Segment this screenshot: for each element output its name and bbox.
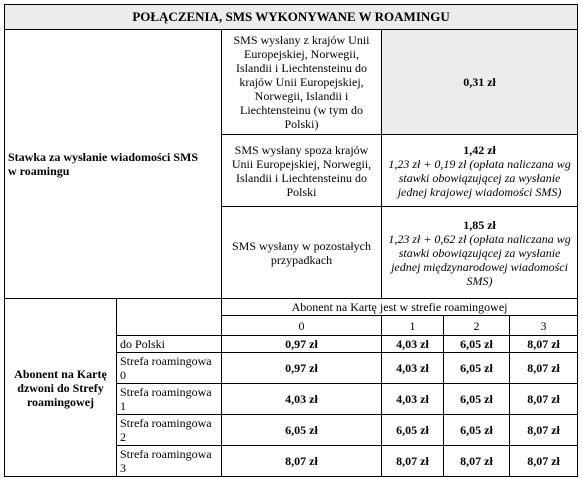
sms-price: 1,42 zł [463, 142, 496, 157]
sms-price-note: 1,23 zł + 0,19 zł (opłata naliczana wg stawki obowiązującej za wysłanie jednej krajowej wiadomości SMS) [388, 156, 571, 199]
price-cell: 8,07 zł [444, 446, 510, 477]
price-cell: 6,05 zł [382, 415, 444, 446]
sms-rate-label [5, 30, 222, 299]
price-cell: 6,05 zł [222, 415, 382, 446]
sms-price: 0,31 zł [463, 75, 496, 89]
price-cell: 4,03 zł [382, 384, 444, 415]
sms-price: 1,85 zł [463, 217, 496, 232]
roaming-price-table [4, 4, 578, 477]
price-cell: 6,05 zł [444, 384, 510, 415]
destination-label: Strefa roamingowa 1 [117, 384, 222, 415]
price-cell: 4,03 zł [222, 384, 382, 415]
sms-description: SMS wysłany z krajów Unii Europejskiej, Norwegii, Islandii i Liechtensteinu do krajów Unii Europejskiej, Norwegii, Islandii i Liechtensteinu (w tym do Polski) [222, 30, 382, 135]
zone-header: Abonent na Kartę jest w strefie roamingowej [222, 299, 578, 316]
price-cell: 8,07 zł [510, 384, 578, 415]
zone-column-header: 1 [382, 316, 444, 336]
roaming-table-container [4, 4, 577, 477]
sms-description: SMS wysłany spoza krajów Unii Europejskiej, Norwegii, Islandii i Liechtensteinu do Polski [222, 135, 382, 207]
sms-price-note: 1,23 zł + 0,62 zł (opłata naliczana wg stawki obowiązującej za wysłanie jednej międzynarodowej wiadomości SMS) [388, 231, 571, 288]
sms-description: SMS wysłany w pozostałych przypadkach [222, 207, 382, 299]
price-cell: 4,03 zł [382, 353, 444, 384]
blank-header-cell [117, 299, 222, 336]
zone-column-header: 3 [510, 316, 578, 336]
destination-label: Strefa roamingowa 2 [117, 415, 222, 446]
price-cell: 6,05 zł [444, 336, 510, 353]
sms-price-cell [382, 30, 578, 135]
price-cell: 8,07 zł [510, 353, 578, 384]
zone-column-header: 0 [222, 316, 382, 336]
sms-rate-label-line2: w roamingu [8, 164, 70, 178]
price-cell: 0,97 zł [222, 353, 382, 384]
destination-label: Strefa roamingowa 3 [117, 446, 222, 477]
sms-price-cell [382, 207, 578, 299]
price-cell: 8,07 zł [382, 446, 444, 477]
destination-label: Strefa roamingowa 0 [117, 353, 222, 384]
destination-label: do Polski [117, 336, 222, 353]
zone-column-header: 2 [444, 316, 510, 336]
price-cell: 8,07 zł [510, 336, 578, 353]
price-cell: 0,97 zł [222, 336, 382, 353]
price-cell: 6,05 zł [444, 353, 510, 384]
sms-rate-label-line1: Stawka za wysłanie wiadomości SMS [8, 150, 199, 164]
price-cell: 4,03 zł [382, 336, 444, 353]
sms-price-cell [382, 135, 578, 207]
call-section-label: Abonent na Kartę dzwoni do Strefy roamingowej [5, 299, 117, 477]
price-cell: 8,07 zł [510, 446, 578, 477]
price-cell: 8,07 zł [510, 415, 578, 446]
price-cell: 6,05 zł [444, 415, 510, 446]
table-title: POŁĄCZENIA, SMS WYKONYWANE W ROAMINGU [5, 5, 578, 30]
price-cell: 8,07 zł [222, 446, 382, 477]
